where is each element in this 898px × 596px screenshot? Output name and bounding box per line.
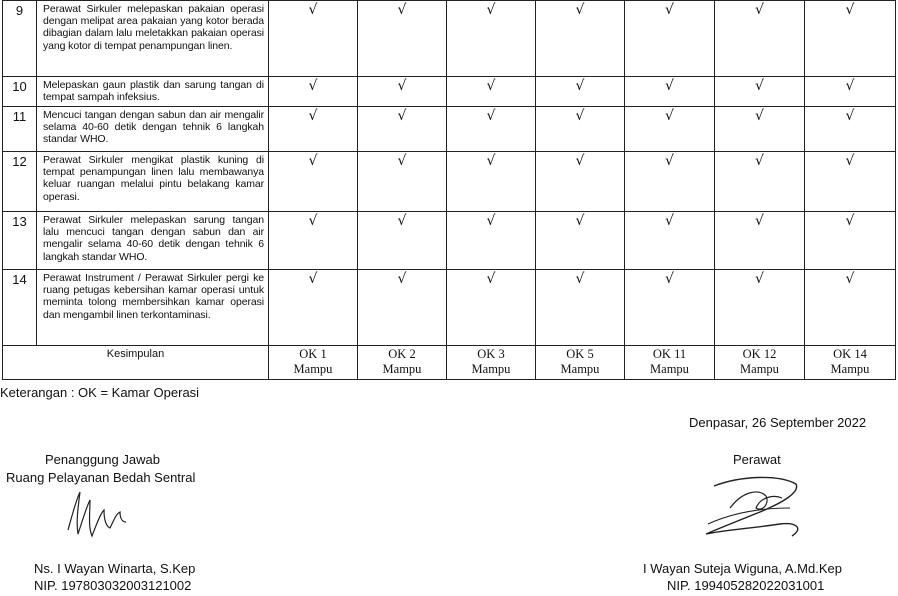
conclusion-row [3,346,896,380]
check-mark: √ [805,152,896,212]
row-number: 9 [3,1,37,77]
place-date: Denpasar, 26 September 2022 [689,415,867,430]
check-mark: √ [447,1,536,77]
check-mark: √ [625,77,715,107]
check-mark: √ [625,212,715,270]
room-label: OK 5 [566,347,594,361]
procedure-step: Perawat Sirkuler melepaskan pakaian operasi dengan melipat area pakaian yang kotor berada dibagian dalam lalu meletakkan pakaian operasi yang kotor di tempat penampungan linen. [37,1,269,77]
check-mark: √ [805,1,896,77]
row-number: 10 [3,77,37,107]
check-mark: √ [358,77,447,107]
conclusion-cell [269,346,358,380]
check-mark: √ [358,270,447,346]
check-mark: √ [358,107,447,152]
room-label: OK 12 [742,347,777,361]
conclusion-label: Kesimpulan [3,346,269,380]
checklist-table [2,0,896,380]
table-row [3,1,896,77]
result-label: Mampu [740,362,779,376]
table-row [3,212,896,270]
table-row [3,152,896,212]
conclusion-cell [358,346,447,380]
right-signature [700,468,810,548]
check-mark: √ [536,107,625,152]
check-mark: √ [447,212,536,270]
left-signature [62,486,132,544]
check-mark: √ [715,1,805,77]
check-mark: √ [447,152,536,212]
check-mark: √ [715,107,805,152]
row-number: 12 [3,152,37,212]
check-mark: √ [805,107,896,152]
table-row [3,107,896,152]
room-label: OK 3 [477,347,505,361]
right-sign-title: Perawat [733,452,781,467]
room-label: OK 11 [652,347,687,361]
right-sign-nip: NIP. 199405282022031001 [667,578,825,593]
procedure-step: Perawat Sirkuler mengikat plastik kuning di tempat penampungan linen lalu membawanya keluar ruangan melalui pintu belakang kamar operasi. [37,152,269,212]
check-mark: √ [536,212,625,270]
room-label: OK 14 [833,347,867,361]
table-row [3,77,896,107]
conclusion-cell [447,346,536,380]
check-mark: √ [536,1,625,77]
conclusion-cell [625,346,715,380]
result-label: Mampu [382,362,422,376]
conclusion-cell [715,346,805,380]
check-mark: √ [358,1,447,77]
check-mark: √ [715,212,805,270]
room-label: OK 1 [299,347,327,361]
check-mark: √ [715,270,805,346]
procedure-step: Perawat Sirkuler melepaskan sarung tangan lalu mencuci tangan dengan sabun dan air mengalir selama 40-60 detik dengan tehnik 6 langkah standar WHO. [37,212,269,270]
check-mark: √ [269,212,358,270]
check-mark: √ [536,152,625,212]
row-number: 13 [3,212,37,270]
left-sign-title1: Penanggung Jawab [45,452,160,467]
row-number: 11 [3,107,37,152]
check-mark: √ [805,77,896,107]
check-mark: √ [447,270,536,346]
check-mark: √ [269,77,358,107]
check-mark: √ [269,107,358,152]
check-mark: √ [447,107,536,152]
check-mark: √ [269,270,358,346]
row-number: 14 [3,270,37,346]
result-label: Mampu [293,362,333,376]
check-mark: √ [358,212,447,270]
result-label: Mampu [650,362,689,376]
check-mark: √ [805,212,896,270]
check-mark: √ [536,270,625,346]
left-sign-nip: NIP. 197803032003121002 [34,578,192,593]
result-label: Mampu [471,362,511,376]
procedure-step: Mencuci tangan dengan sabun dan air mengalir selama 40-60 detik dengan tehnik 6 langkah standar WHO. [37,107,269,152]
check-mark: √ [269,1,358,77]
left-sign-title2: Ruang Pelayanan Bedah Sentral [6,470,196,485]
check-mark: √ [447,77,536,107]
check-mark: √ [715,77,805,107]
conclusion-cell [805,346,896,380]
check-mark: √ [358,152,447,212]
room-label: OK 2 [388,347,416,361]
result-label: Mampu [830,362,870,376]
check-mark: √ [269,152,358,212]
check-mark: √ [625,152,715,212]
check-mark: √ [805,270,896,346]
note-text: Keterangan : OK = Kamar Operasi [0,385,200,400]
procedure-step: Melepaskan gaun plastik dan sarung tangan di tempat sampah infeksius. [37,77,269,107]
check-mark: √ [715,152,805,212]
procedure-step: Perawat Instrument / Perawat Sirkuler pergi ke ruang petugas kebersihan kamar operasi untuk meminta tolong membersihkan kamar operasi dan mengambil linen terkontaminasi. [37,270,269,346]
right-sign-name: I Wayan Suteja Wiguna, A.Md.Kep [643,561,842,576]
conclusion-cell [536,346,625,380]
table-row [3,270,896,346]
check-mark: √ [625,1,715,77]
check-mark: √ [625,107,715,152]
check-mark: √ [536,77,625,107]
result-label: Mampu [560,362,600,376]
check-mark: √ [625,270,715,346]
left-sign-name: Ns. I Wayan Winarta, S.Kep [34,561,196,576]
